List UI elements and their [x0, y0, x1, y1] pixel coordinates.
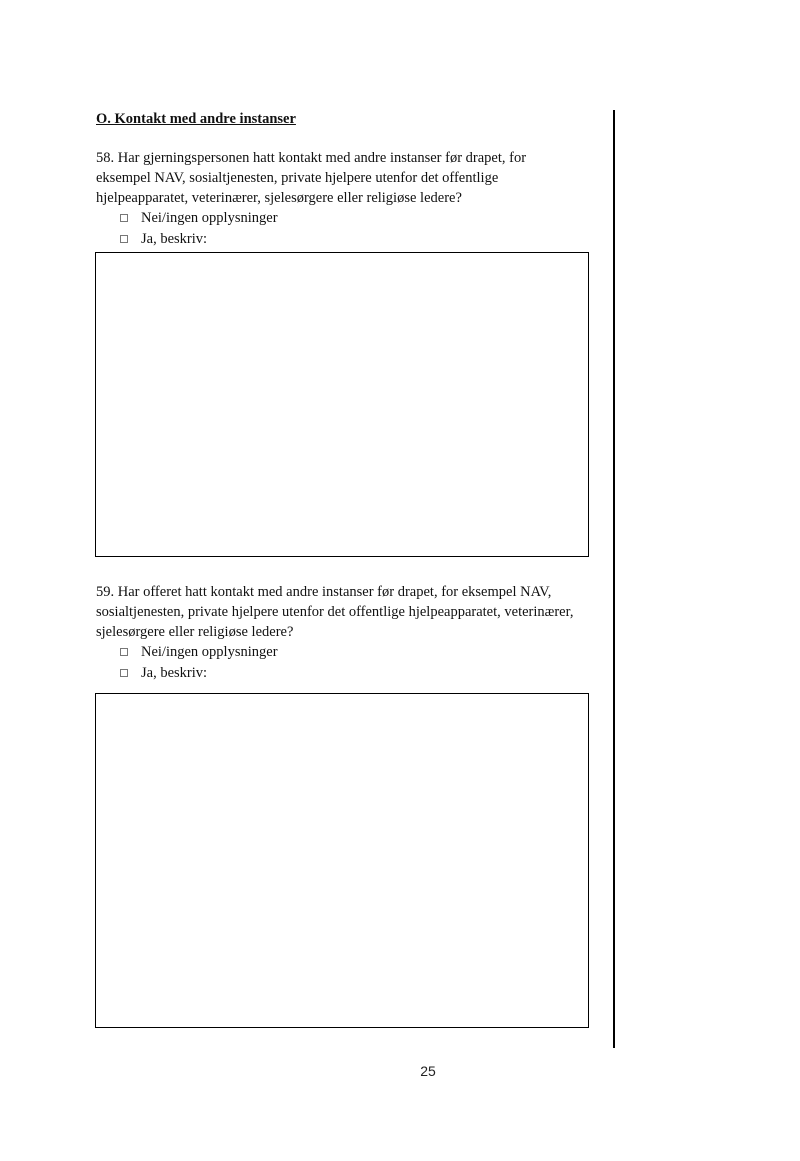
question-59-option-yes[interactable]: [96, 663, 596, 684]
page-number: 25: [420, 1063, 436, 1079]
option-label: Ja, beskriv:: [141, 231, 208, 247]
option-label: Nei/ingen opplysninger: [141, 210, 278, 226]
checkbox-icon[interactable]: [120, 235, 128, 243]
question-58-option-no[interactable]: [96, 208, 556, 229]
section-heading: O. Kontakt med andre instanser: [96, 111, 296, 127]
question-58-answer-box[interactable]: [95, 252, 589, 557]
checkbox-icon[interactable]: [120, 214, 128, 222]
question-58-line-3: hjelpeapparatet, veterinærer, sjelesørgere eller religiøse ledere?: [96, 190, 462, 206]
margin-rule: [613, 110, 615, 1048]
question-59-answer-box[interactable]: [95, 693, 589, 1028]
question-58-option-yes[interactable]: [96, 229, 556, 250]
checkbox-icon[interactable]: [120, 669, 128, 677]
question-58-line-1: 58. Har gjerningspersonen hatt kontakt med andre instanser før drapet, for: [96, 150, 527, 166]
question-58: [96, 148, 556, 250]
question-59-text: [96, 582, 596, 642]
checkbox-icon[interactable]: [120, 648, 128, 656]
question-58-text: [96, 148, 556, 208]
question-59-line-1: 59. Har offeret hatt kontakt med andre instanser før drapet, for eksempel NAV,: [96, 584, 552, 600]
question-59-line-2: sosialtjenesten, private hjelpere utenfor det offentlige hjelpeapparatet, veterinærer,: [96, 604, 574, 620]
question-59-line-3: sjelesørgere eller religiøse ledere?: [96, 624, 294, 640]
question-58-line-2: eksempel NAV, sosialtjenesten, private hjelpere utenfor det offentlige: [96, 170, 499, 186]
question-59: [96, 582, 596, 684]
option-label: Ja, beskriv:: [141, 665, 208, 681]
option-label: Nei/ingen opplysninger: [141, 644, 278, 660]
question-59-option-no[interactable]: [96, 642, 596, 663]
